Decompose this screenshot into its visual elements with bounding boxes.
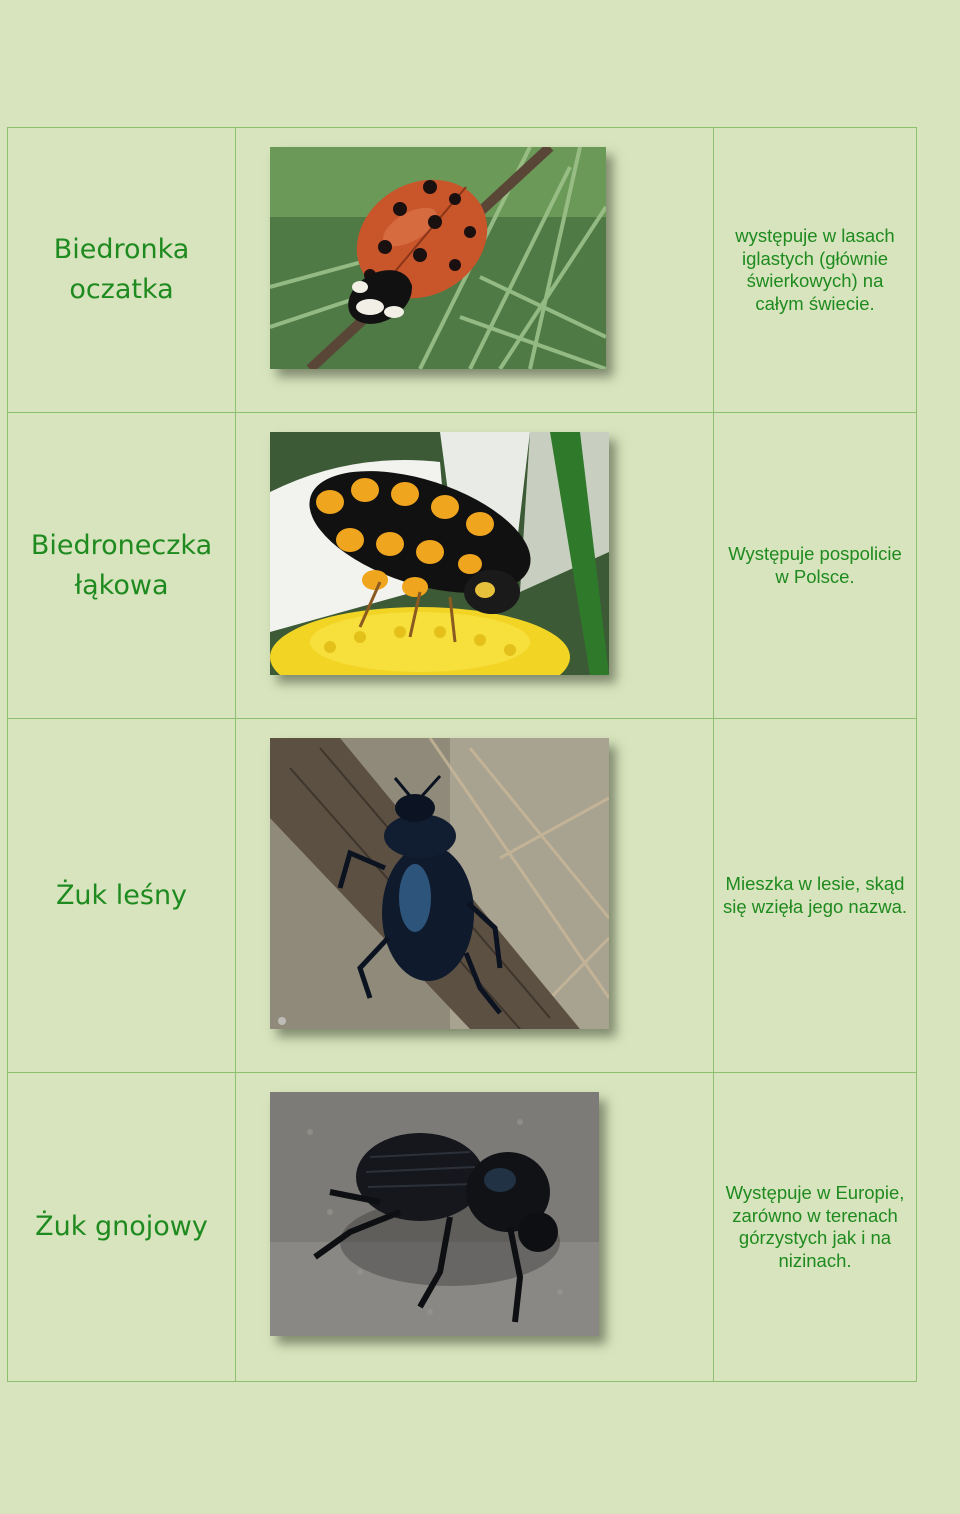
description-cell: Występuje pospolicie w Polsce. — [714, 413, 917, 719]
description-cell: Występuje w Europie, zarówno w terenach górzystych jak i na nizinach. — [714, 1073, 917, 1382]
photo-cell — [236, 719, 714, 1073]
meadow-ladybird-photo — [270, 432, 609, 675]
table-row — [8, 413, 917, 719]
photo-cell — [236, 413, 714, 719]
species-name-line: łąkowa — [74, 569, 169, 601]
species-name-line: Biedroneczka — [30, 529, 213, 561]
photo-cell — [236, 128, 714, 413]
species-name-cell — [8, 719, 236, 1073]
description-cell: występuje w lasach iglastych (głównie świerkowych) na całym świecie. — [714, 128, 917, 413]
description-cell: Mieszka w lesie, skąd się wzięła jego nazwa. — [714, 719, 917, 1073]
species-name-cell — [8, 1073, 236, 1382]
species-name-cell — [8, 413, 236, 719]
eyed-ladybird-photo — [270, 147, 606, 369]
species-name-cell — [8, 128, 236, 413]
table-row — [8, 1073, 917, 1382]
table-row — [8, 128, 917, 413]
dung-beetle-photo — [270, 1092, 599, 1336]
forest-dung-beetle-photo — [270, 738, 609, 1029]
species-name-line: Żuk gnojowy — [35, 1211, 208, 1242]
species-name-line: Żuk leśny — [55, 879, 188, 911]
species-name-line: oczatka — [69, 274, 174, 305]
table-row — [8, 719, 917, 1073]
species-name-line: Biedronka — [53, 234, 190, 265]
beetle-table — [7, 127, 917, 1382]
photo-cell — [236, 1073, 714, 1382]
